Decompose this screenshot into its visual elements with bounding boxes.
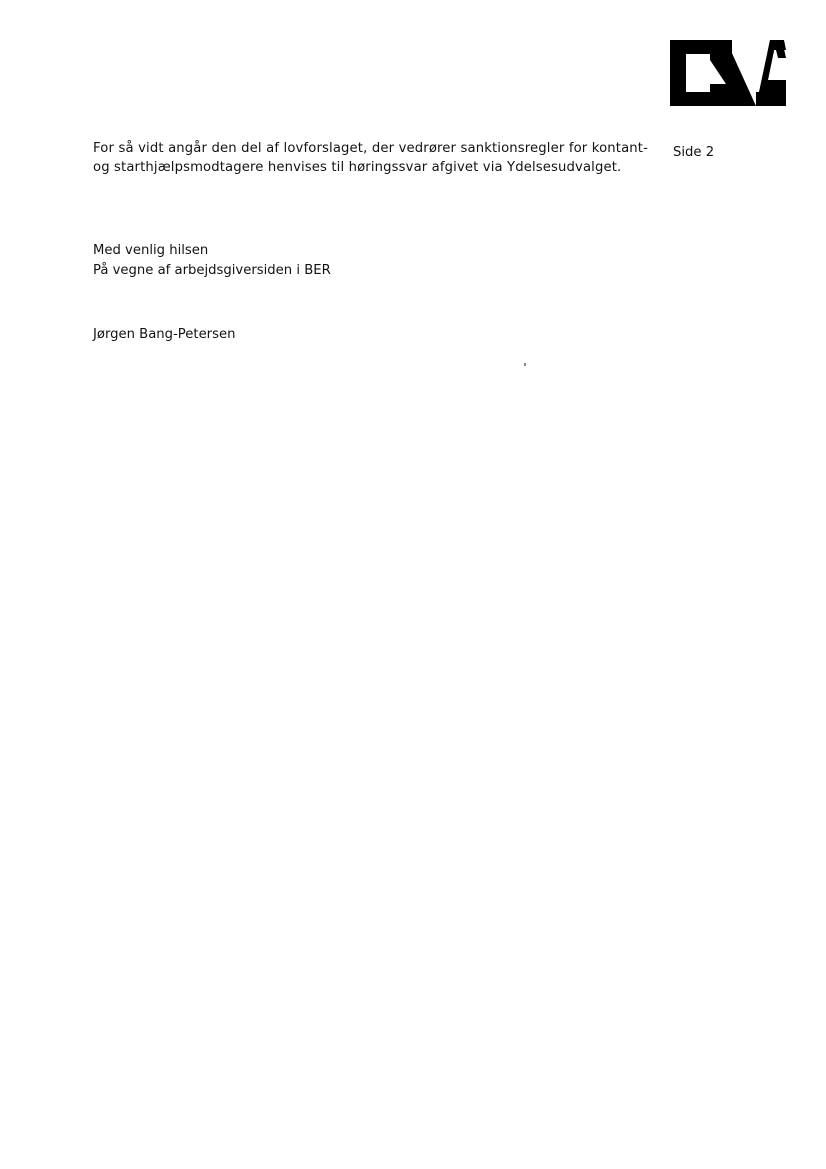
page-number-label: Side 2 — [673, 145, 715, 160]
cda-logo — [670, 40, 786, 106]
body-paragraph: For så vidt angår den del af lovforslaget, der vedrører sanktionsregler for kontant- og starthjælpsmodtagere henvises til høringssvar afgivet via Ydelsesudvalget. — [93, 141, 648, 175]
closing-on-behalf-of: På vegne af arbejdsgiversiden i BER — [93, 263, 331, 279]
closing-greeting: Med venlig hilsen — [93, 243, 209, 258]
scan-artifact-speck — [524, 363, 526, 366]
signature-name: Jørgen Bang-Petersen — [93, 327, 236, 342]
closing-block — [93, 241, 331, 280]
